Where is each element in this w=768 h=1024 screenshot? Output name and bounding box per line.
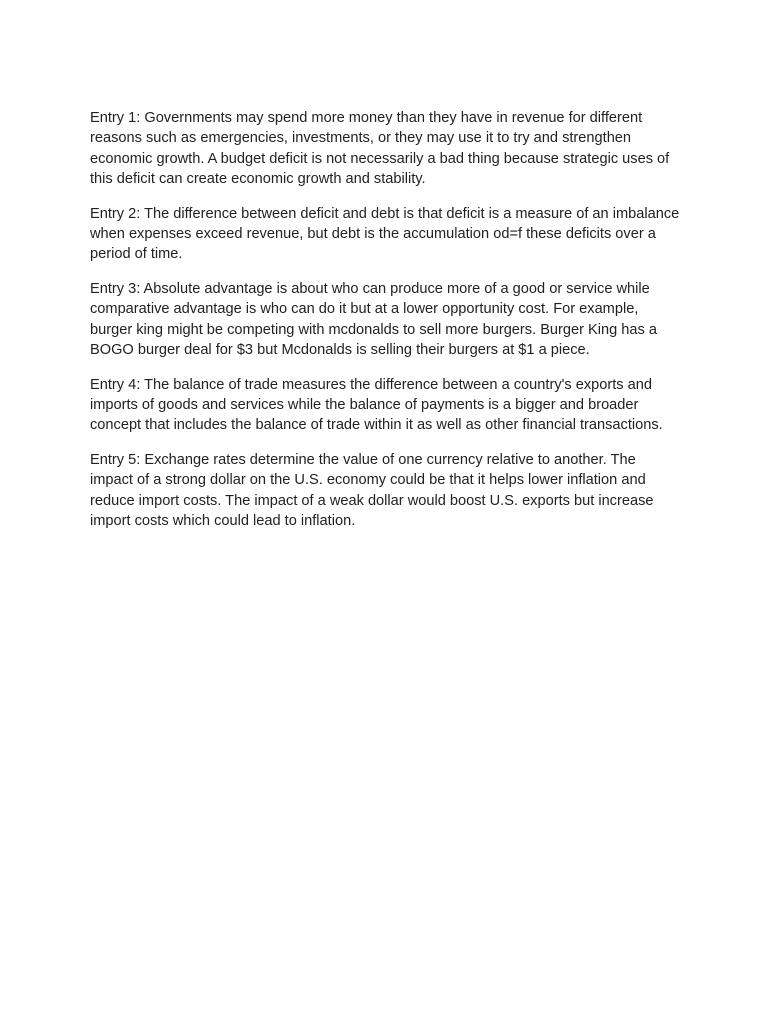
document-body	[90, 108, 682, 546]
entry-1-paragraph: Entry 1: Governments may spend more money than they have in revenue for different reasons such as emergencies, investments, or they may use it to try and strengthen economic growth. A budget deficit is not necessarily a bad thing because strategic uses of this deficit can create economic growth and stability.	[90, 110, 670, 187]
entry-3-paragraph: Entry 3: Absolute advantage is about who can produce more of a good or service while comparative advantage is who can do it but at a lower opportunity cost. For example, burger king might be competing with mcdonalds to sell more burgers. Burger King has a BOGO burger deal for $3 but Mcdonalds is selling their burgers at $1 a piece.	[90, 281, 658, 358]
entry-5-paragraph: Entry 5: Exchange rates determine the value of one currency relative to another. The impact of a strong dollar on the U.S. economy could be that it helps lower inflation and reduce import costs. The impact of a weak dollar would boost U.S. exports but increase import costs which could lead to inflation.	[90, 452, 654, 530]
entry-2-paragraph: Entry 2: The difference between deficit and debt is that deficit is a measure of an imbalance when expenses exceed revenue, but debt is the accumulation od=f these deficits over a period of time.	[90, 205, 680, 263]
entry-4-paragraph: Entry 4: The balance of trade measures the difference between a country's exports and imports of goods and services while the balance of payments is a bigger and broader concept that includes the balance of trade within it as well as other financial transactions.	[90, 376, 663, 434]
